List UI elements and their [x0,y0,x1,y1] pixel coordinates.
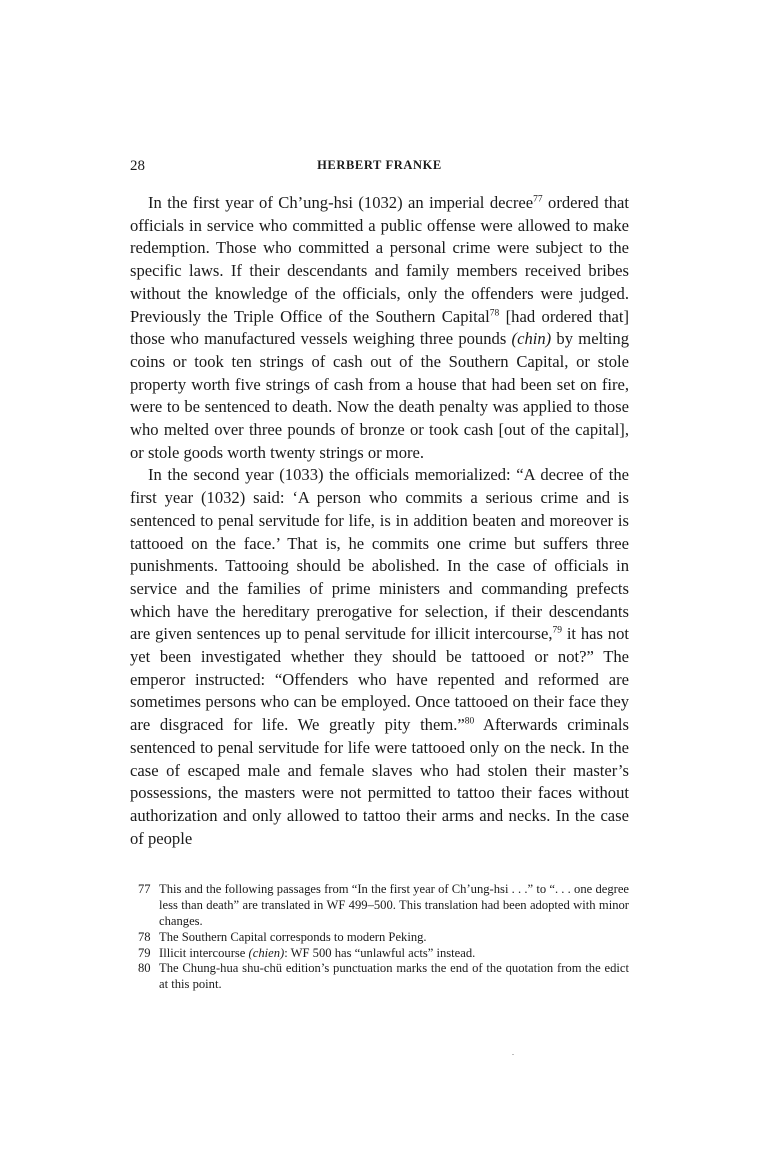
footnote-77 [138,882,629,929]
paragraph-text: Afterwards criminals sentenced to penal servitude for life were tattooed only on the neck. In the case of escaped male and female slaves who had stolen their master’s possessions, the masters were not permitted to tattoo their faces without authorization and only allowed to tattoo their arms and necks. In the case of people [130,715,629,848]
paragraph-text: by melting coins or took ten strings of cash out of the Southern Capital, or stole property worth five strings of cash from a house that had been set on fire, were to be sentenced to death. Now the death penalty was applied to those who melted over three pounds of bronze or took cash [out of the capital], or stole goods worth twenty strings or more. [130,329,629,462]
footnote-number: 79 [138,945,151,960]
footnote-ref-79[interactable]: 79 [552,625,563,636]
italic-term-chien: (chien) [248,945,285,960]
paragraph-text: it has not yet been investigated whether they should be tattooed or not?” The emperor instructed: “Offenders who have repented and reformed are sometimes persons who can be employed. Once tattooed on their face they are disgraced for life. We greatly pity them.” [130,624,629,735]
footnote-text: Illicit intercourse [159,945,249,960]
book-page [130,158,629,993]
footnote-number: 80 [138,961,151,976]
paragraph-text: In the first year of Ch’ung-hsi (1032) an imperial decree [148,193,534,212]
paragraph-1 [130,192,629,464]
footnote-text: The Southern Capital corresponds to modern Peking. [159,929,427,944]
italic-term-chin: (chin) [511,329,552,349]
footnote-ref-78[interactable]: 78 [489,307,500,318]
paragraph-2 [130,464,629,850]
footnote-number: 77 [138,882,151,897]
footnote-number: 78 [138,929,151,944]
footnote-ref-80[interactable]: 80 [464,716,475,727]
footnote-ref-77[interactable]: 77 [533,194,543,205]
running-title: HERBERT FRANKE [317,158,442,172]
running-head [130,158,629,180]
footnote-text: This and the following passages from “In the first year of Ch’ung-hsi . . .” to “. . . one degree less than death” are translated in WF 499–500. This translation had been adopted with minor changes. [159,882,629,928]
scan-speck [512,1054,514,1055]
paragraph-text: [had ordered that] those who manufactured vessels weighing three pounds [130,306,629,349]
paragraph-text: ordered that officials in service who committed a public offense were allowed to make redemption. Those who committed a personal crime were subject to the specific laws. If their descendants and family members received bribes without the knowledge of the officials, only the offenders were judged. Previously the Triple Office of the Southern Capital [130,193,629,326]
footnote-text: The Chung-hua shu-chü edition’s punctuation marks the end of the quotation from the edict at this point. [159,961,629,992]
footnote-78 [138,930,629,946]
footnotes [130,882,629,993]
footnote-79 [138,946,629,962]
footnote-80 [138,961,629,993]
page-number: 28 [130,158,145,174]
footnote-text: : WF 500 has “unlawful acts” instead. [284,945,476,960]
body-text [130,192,629,850]
paragraph-text: In the second year (1033) the officials memorialized: “A decree of the first year (1032) said: ‘A person who commits a serious crime and is sentenced to penal servitude for life, is in addition beaten and moreover is tattooed on the face.’ That is, he commits one crime but suffers three punishments. Tattooing should be abolished. In the case of officials in service and the families of prime ministers and commanding prefects which have the hereditary prerogative for selection, if their descendants are given sentences up to penal servitude for illicit intercourse, [130,465,629,644]
